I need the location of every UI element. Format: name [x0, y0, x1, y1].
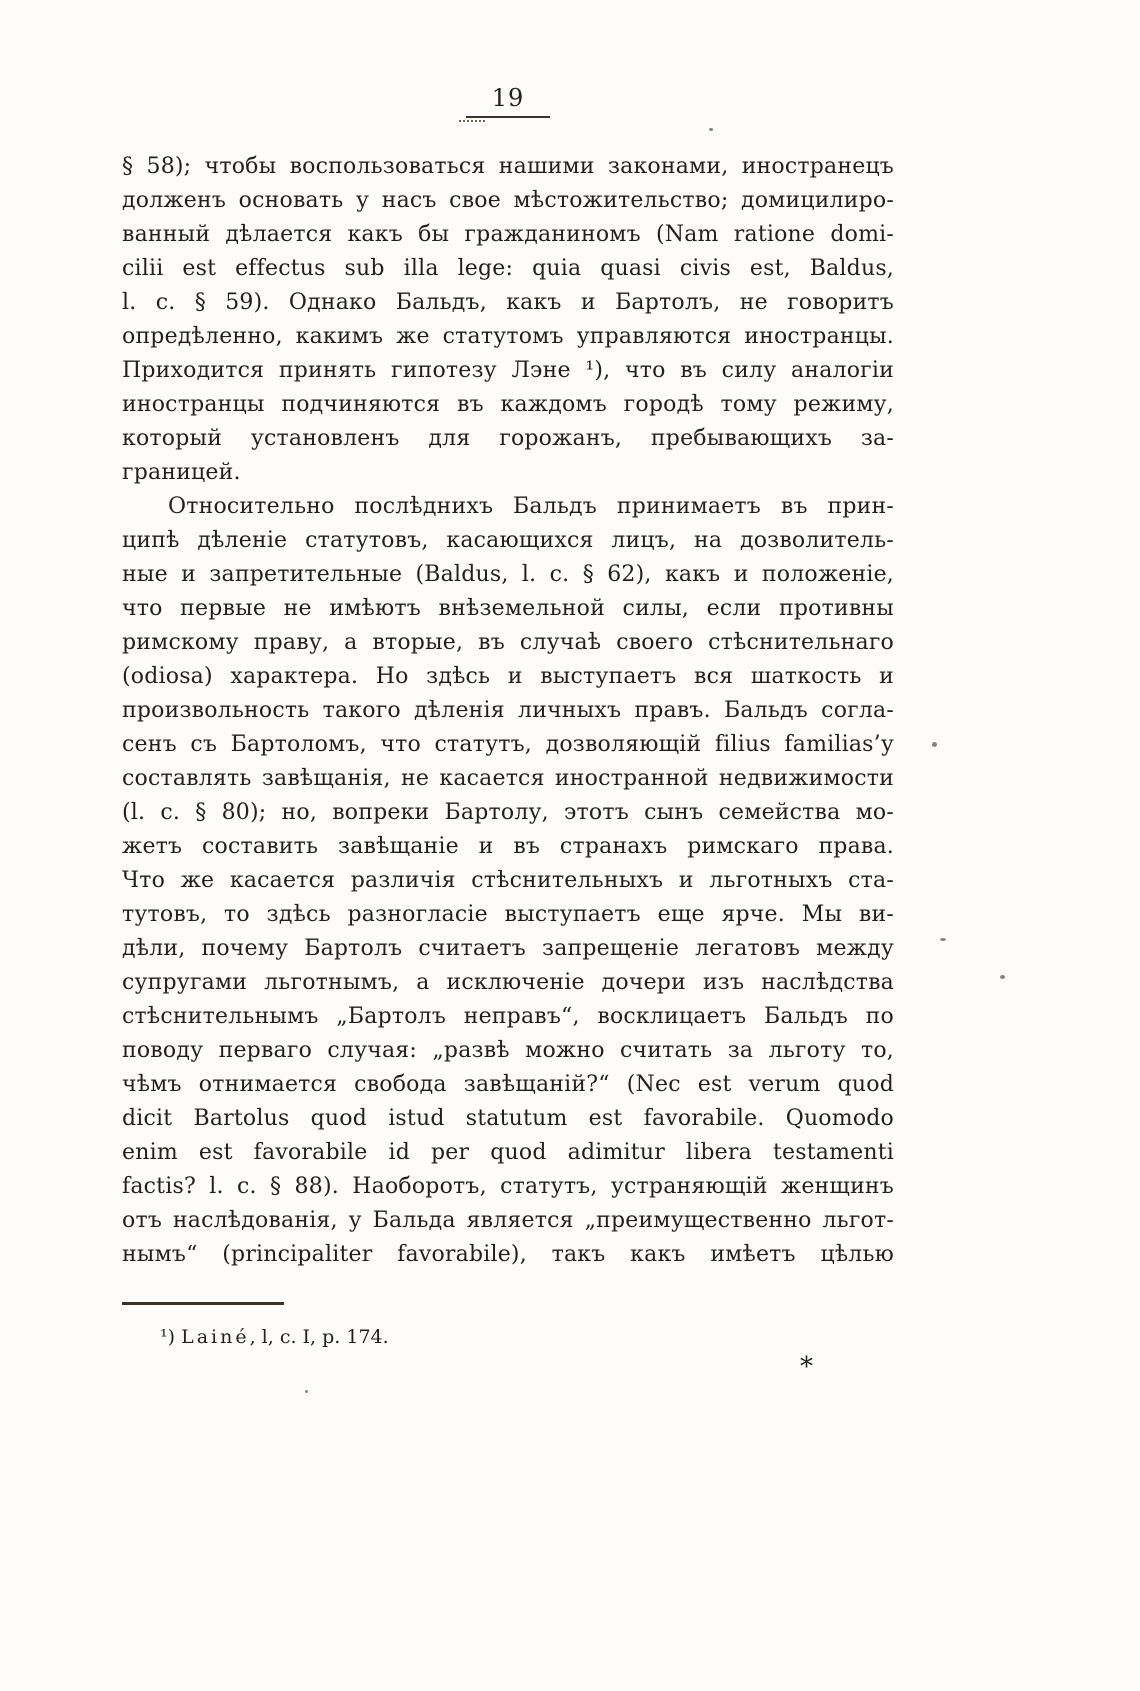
footnote-author: Lainé [181, 1326, 250, 1348]
text-line: сенъ съ Бартоломъ, что статутъ, дозволяющій filius familias’у [122, 732, 894, 757]
text-line: (odiosa) характера. Но здѣсь и выступаетъ вся шаткость и [122, 664, 894, 689]
footnote-asterisk: * [800, 1352, 813, 1382]
text-line: иностранцы подчиняются въ каждомъ городѣ тому режиму, [122, 392, 894, 417]
text-line: Приходится принять гипотезу Лэне ¹), что въ силу аналогіи [122, 358, 894, 383]
scan-speck [932, 742, 937, 747]
footnote-citation: , l, c. I, p. 174. [249, 1326, 389, 1348]
text-line: долженъ основать у насъ свое мѣстожительство; домицилиро- [122, 188, 894, 213]
paragraph [122, 150, 894, 490]
paragraph [122, 490, 894, 1272]
text-line: дѣли, почему Бартолъ считаетъ запрещеніе легатовъ между [122, 936, 894, 961]
text-line: опредѣленно, какимъ же статутомъ управляются иностранцы. [122, 324, 894, 349]
footnote-separator [122, 1302, 284, 1305]
page-number-underline-dash [459, 120, 485, 122]
text-line: ные и запретительные (Baldus, l. c. § 62), какъ и положеніе, [122, 562, 894, 587]
text-line: жетъ составить завѣщаніе и въ странахъ римскаго права. [122, 834, 894, 859]
text-block [122, 150, 894, 1272]
text-line: dicit Bartolus quod istud statutum est favorabile. Quomodo [122, 1106, 894, 1131]
text-line: супругами льготнымъ, а исключеніе дочери изъ наслѣдства [122, 970, 894, 995]
text-line: который установленъ для горожанъ, пребывающихъ за- [122, 426, 894, 451]
text-line: factis? l. c. § 88). Наоборотъ, статутъ, устраняющій женщинъ [122, 1174, 894, 1199]
page-header [122, 84, 894, 118]
text-line: Что же касается различія стѣснительныхъ и льготныхъ ста- [122, 868, 894, 893]
text-line: римскому праву, а вторые, въ случаѣ своего стѣснительнаго [122, 630, 894, 655]
text-line: отъ наслѣдованія, у Бальда является „преимущественно льгот- [122, 1208, 894, 1233]
footnote-marker: ¹) [160, 1326, 176, 1348]
text-line: cilii est effectus sub illa lege: quia quasi civis est, Baldus, [122, 256, 894, 281]
text-line: l. c. § 59). Однако Бальдъ, какъ и Бартолъ, не говоритъ [122, 290, 894, 315]
text-line: ванный дѣлается какъ бы гражданиномъ (Nam ratione domi- [122, 222, 894, 247]
scan-speck [940, 938, 946, 941]
scan-speck [709, 128, 713, 131]
text-line: Относительно послѣднихъ Бальдъ принимаетъ въ прин- [168, 494, 894, 519]
text-line: границей. [122, 460, 241, 485]
text-line: § 58); чтобы воспользоваться нашими законами, иностранецъ [122, 154, 894, 179]
text-line: поводу перваго случая: „развѣ можно считать за льготу то, [122, 1038, 894, 1063]
text-line: стѣснительнымъ „Бартолъ неправъ“, восклицаетъ Бальдъ по [122, 1004, 894, 1029]
scan-speck [305, 1390, 308, 1393]
text-line: нымъ“ (principaliter favorabile), такъ какъ имѣетъ цѣлью [122, 1242, 894, 1267]
footnote [160, 1322, 389, 1352]
text-line: тутовъ, то здѣсь разногласіе выступаетъ еще ярче. Мы ви- [122, 902, 894, 927]
text-line: произвольность такого дѣленія личныхъ правъ. Бальдъ согла- [122, 698, 894, 723]
text-line: чѣмъ отнимается свобода завѣщаній?“ (Nec est verum quod [122, 1072, 894, 1097]
scan-speck [1000, 975, 1005, 979]
text-line: что первые не имѣютъ внѣземельной силы, если противны [122, 596, 894, 621]
text-line: ципѣ дѣленіе статутовъ, касающихся лицъ, на дозволитель- [122, 528, 894, 553]
text-line: enim est favorabile id per quod adimitur libera testamenti [122, 1140, 894, 1165]
page-number: 19 [466, 84, 551, 118]
text-line: составлять завѣщанія, не касается иностранной недвижимости [122, 766, 894, 791]
text-line: (l. c. § 80); но, вопреки Бартолу, этотъ сынъ семейства мо- [122, 800, 894, 825]
